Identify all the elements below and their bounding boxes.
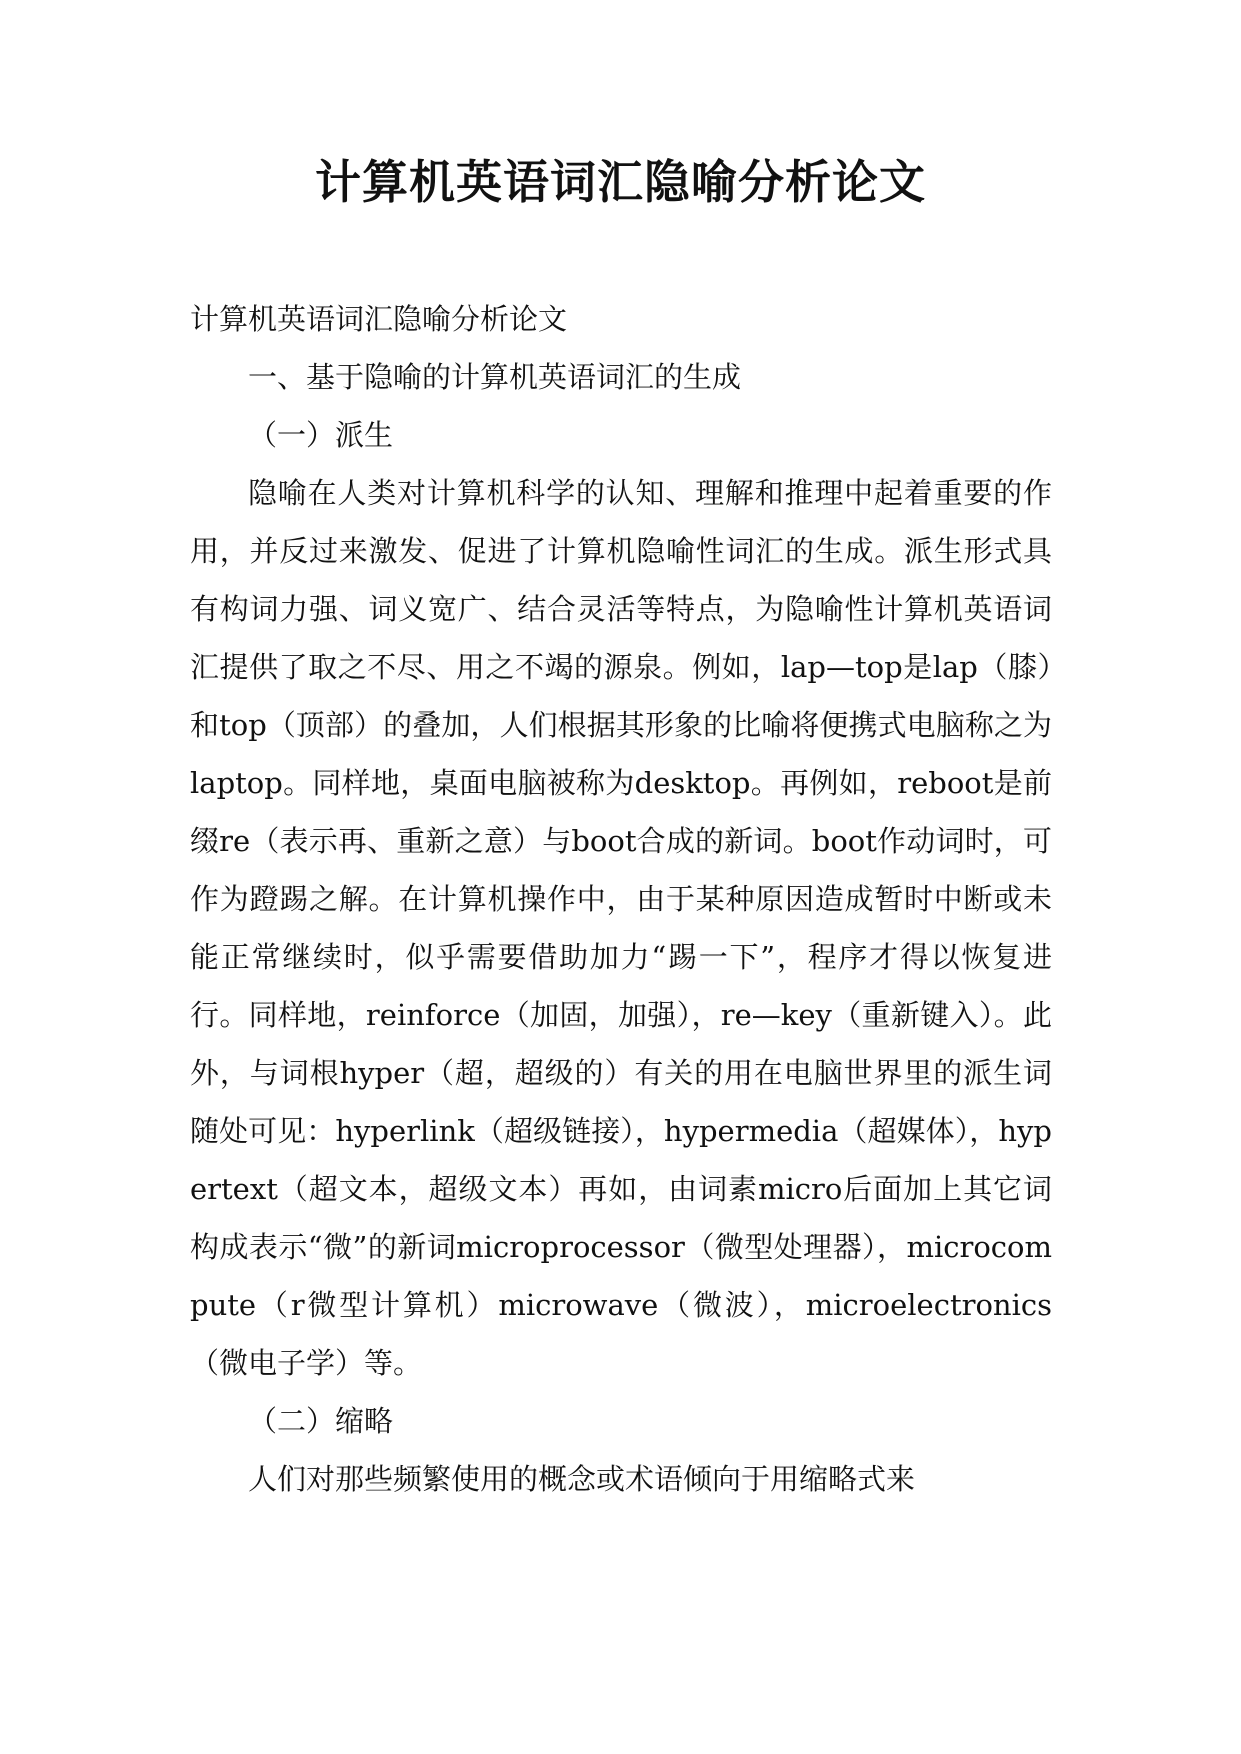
paragraph-heading-repeat: 计算机英语词汇隐喻分析论文	[190, 302, 568, 336]
paragraph-abbreviation: 人们对那些频繁使用的概念或术语倾向于用缩略式来	[248, 1462, 916, 1496]
subsection-heading-derivation: （一）派生	[248, 418, 394, 452]
subsection-heading-abbreviation: （二）缩略	[248, 1404, 394, 1438]
document-body	[190, 290, 1052, 1508]
page-title: 计算机英语词汇隐喻分析论文	[315, 155, 926, 209]
paragraph-derivation: 隐喻在人类对计算机科学的认知、理解和推理中起着重要的作用，并反过来激发、促进了计算机隐喻性词汇的生成。派生形式具有构词力强、词义宽广、结合灵活等特点，为隐喻性计算机英语词汇提供了取之不尽、用之不竭的源泉。例如，lap—top是lap（膝）和top（顶部）的叠加，人们根据其形象的比喻将便携式电脑称之为laptop。同样地，桌面电脑被称为desktop。再例如，reboot是前缀re（表示再、重新之意）与boot合成的新词。boot作动词时，可作为蹬踢之解。在计算机操作中，由于某种原因造成暂时中断或未能正常继续时，似乎需要借助加力“踢一下”，程序才得以恢复进行。同样地，reinforce（加固，加强），re—key（重新键入）。此外，与词根hyper（超，超级的）有关的用在电脑世界里的派生词随处可见：hyperlink（超级链接），hypermedia（超媒体），hypertext（超文本，超级文本）再如，由词素micro后面加上其它词构成表示“微”的新词microprocessor（微型处理器），microcompute（r微型计算机）microwave（微波），microelectronics（微电子学）等。	[190, 476, 1052, 1380]
section-heading: 一、基于隐喻的计算机英语词汇的生成	[248, 360, 742, 394]
